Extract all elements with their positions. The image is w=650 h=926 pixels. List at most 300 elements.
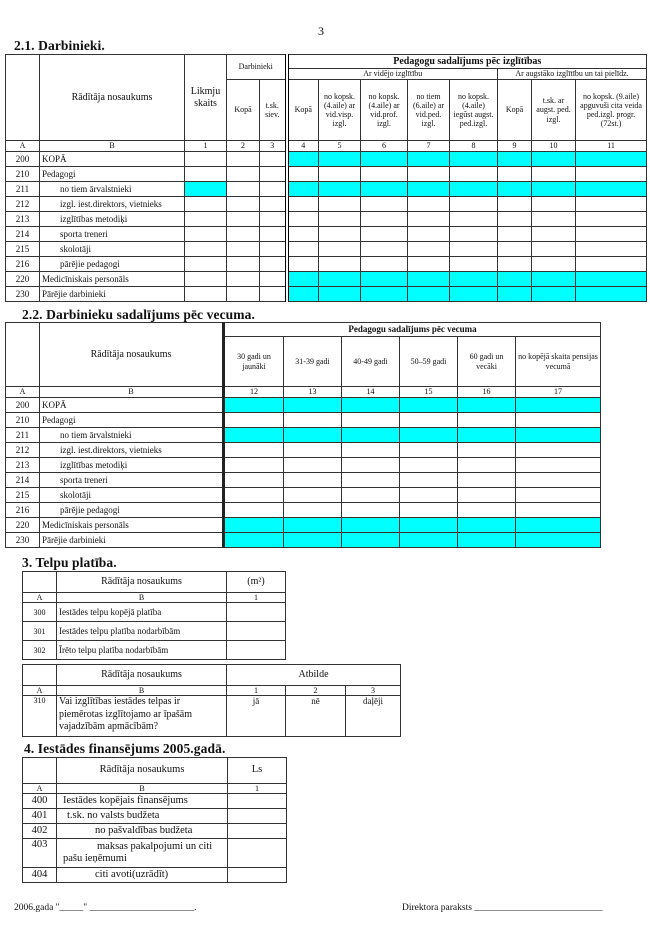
input-cell-col-5[interactable]: [319, 182, 361, 197]
input-cell-col-5[interactable]: [319, 212, 361, 227]
input-cell-col-4[interactable]: [287, 272, 319, 287]
input-cell-col-13[interactable]: [284, 488, 342, 503]
table-row: [23, 603, 286, 622]
input-cell-col-9[interactable]: [498, 272, 532, 287]
input-cell-col-7[interactable]: [408, 212, 450, 227]
col-num: 3: [260, 141, 287, 152]
input-cell-col-7[interactable]: [408, 197, 450, 212]
input-cell-col-12[interactable]: [224, 398, 284, 413]
input-cell-col-9[interactable]: [498, 227, 532, 242]
row-code: 310: [23, 696, 57, 737]
input-cell-col-11[interactable]: [576, 287, 647, 302]
col-num: A: [23, 593, 57, 603]
input-cell-col-2[interactable]: [227, 257, 260, 272]
row-code: 220: [6, 272, 40, 287]
input-cell-col-10[interactable]: [532, 272, 576, 287]
input-cell-col-8[interactable]: [450, 182, 498, 197]
header-code: [6, 55, 40, 141]
page-number: 3: [318, 24, 324, 38]
input-cell-col-1[interactable]: [228, 839, 287, 868]
input-cell-col-14[interactable]: [342, 488, 400, 503]
input-cell-col-15[interactable]: [400, 518, 458, 533]
row-code: 212: [6, 443, 40, 458]
input-cell-col-1[interactable]: [228, 824, 287, 839]
input-cell-col-3[interactable]: [260, 212, 287, 227]
input-cell-col-16[interactable]: [458, 518, 516, 533]
row-label: t.sk. no valsts budžeta: [57, 809, 228, 824]
col-num: 14: [342, 387, 400, 398]
input-cell-col-17[interactable]: [516, 533, 601, 548]
input-cell-col-8[interactable]: [450, 287, 498, 302]
input-cell-col-17[interactable]: [516, 398, 601, 413]
input-cell-col-1[interactable]: [185, 227, 227, 242]
header-name: Rādītāja nosaukums: [57, 758, 228, 784]
row-code: 214: [6, 227, 40, 242]
header-c5: no kopsk. (4.aile) ar vid.visp. izgl.: [319, 80, 361, 141]
input-cell-col-9[interactable]: [498, 167, 532, 182]
input-cell-col-12[interactable]: [224, 518, 284, 533]
col-num: 11: [576, 141, 647, 152]
input-cell-col-1[interactable]: [185, 287, 227, 302]
input-cell-col-11[interactable]: [576, 242, 647, 257]
input-cell-col-4[interactable]: [287, 287, 319, 302]
input-cell-col-13[interactable]: [284, 443, 342, 458]
col-num: 10: [532, 141, 576, 152]
input-cell-col-3[interactable]: [260, 287, 287, 302]
input-cell-col-5[interactable]: [319, 197, 361, 212]
input-cell-col-9[interactable]: [498, 287, 532, 302]
input-cell-col-9[interactable]: [498, 242, 532, 257]
input-cell-col-9[interactable]: [498, 197, 532, 212]
input-cell-col-2[interactable]: [227, 197, 260, 212]
input-cell-col-6[interactable]: [361, 182, 408, 197]
input-cell-col-7[interactable]: [408, 152, 450, 167]
col-num: B: [57, 593, 227, 603]
table-row: [6, 272, 647, 287]
column-numbers-row: [6, 387, 601, 398]
input-cell-col-6[interactable]: [361, 257, 408, 272]
input-cell-col-12[interactable]: [224, 413, 284, 428]
input-cell-col-7[interactable]: [408, 242, 450, 257]
input-cell-col-1[interactable]: [185, 257, 227, 272]
column-numbers-row: [23, 784, 287, 794]
input-cell-col-16[interactable]: [458, 458, 516, 473]
input-cell-col-16[interactable]: [458, 473, 516, 488]
input-cell-col-15[interactable]: [400, 503, 458, 518]
row-code: 200: [6, 398, 40, 413]
input-cell-col-17[interactable]: [516, 413, 601, 428]
input-cell-col-13[interactable]: [284, 413, 342, 428]
input-cell-col-4[interactable]: [287, 242, 319, 257]
table-row: [23, 794, 287, 809]
row-code: 215: [6, 242, 40, 257]
input-cell-col-2[interactable]: [227, 167, 260, 182]
row-label: pārējie pedagogi: [40, 257, 185, 272]
col-num: 1: [185, 141, 227, 152]
input-cell-col-9[interactable]: [498, 182, 532, 197]
input-cell-col-10[interactable]: [532, 152, 576, 167]
col-num: 16: [458, 387, 516, 398]
input-cell-col-4[interactable]: [287, 182, 319, 197]
input-cell-col-16[interactable]: [458, 398, 516, 413]
input-cell-col-11[interactable]: [576, 272, 647, 287]
header-pedagogu-vecums: Pedagogu sadalījums pēc vecuma: [224, 323, 601, 337]
table-row: [23, 868, 287, 883]
input-cell-col-14[interactable]: [342, 533, 400, 548]
input-cell-col-14[interactable]: [342, 503, 400, 518]
table-row: [6, 212, 647, 227]
row-label: skolotāji: [40, 242, 185, 257]
input-cell-col-6[interactable]: [361, 212, 408, 227]
input-cell-col-6[interactable]: [361, 287, 408, 302]
director-signature-line[interactable]: Direktora paraksts ___________________________: [402, 903, 603, 913]
input-cell-col-16[interactable]: [458, 488, 516, 503]
input-cell-col-1[interactable]: [185, 242, 227, 257]
input-cell-col-3[interactable]: [260, 242, 287, 257]
input-cell-col-11[interactable]: [576, 167, 647, 182]
input-cell-col-4[interactable]: [287, 212, 319, 227]
input-cell-col-15[interactable]: [400, 533, 458, 548]
input-cell-col-5[interactable]: [319, 152, 361, 167]
header-c9: Kopā: [498, 80, 532, 141]
table-row: [6, 533, 601, 548]
input-cell-col-12[interactable]: [224, 503, 284, 518]
input-cell-col-8[interactable]: [450, 197, 498, 212]
row-label: sporta treneri: [40, 227, 185, 242]
input-cell-col-7[interactable]: [408, 257, 450, 272]
header-c15: 50–59 gadi: [400, 337, 458, 387]
input-cell-col-7[interactable]: [408, 227, 450, 242]
row-label: Medicīniskais personāls: [40, 518, 224, 533]
answer-option-daleji[interactable]: daļēji: [346, 696, 401, 737]
input-cell-col-12[interactable]: [224, 488, 284, 503]
answer-option-ne[interactable]: nē: [286, 696, 346, 737]
header-c10: t.sk. ar augst. ped. izgl.: [532, 80, 576, 141]
answer-option-ja[interactable]: jā: [227, 696, 286, 737]
col-num: 1: [228, 784, 287, 794]
input-cell-col-16[interactable]: [458, 428, 516, 443]
section-4-title: 4. Iestādes finansējums 2005.gadā.: [24, 741, 226, 756]
input-cell-col-14[interactable]: [342, 428, 400, 443]
row-code: 210: [6, 167, 40, 182]
input-cell-col-5[interactable]: [319, 167, 361, 182]
input-cell-col-7[interactable]: [408, 272, 450, 287]
input-cell-col-2[interactable]: [227, 287, 260, 302]
col-num: 8: [450, 141, 498, 152]
input-cell-col-17[interactable]: [516, 503, 601, 518]
row-code: 220: [6, 518, 40, 533]
date-line[interactable]: 2006.gada "_____" ______________________.: [14, 903, 197, 913]
table-row: [6, 473, 601, 488]
table-row: [6, 443, 601, 458]
table-telpu-platiba: [22, 571, 286, 660]
header-kopa: Kopā: [227, 80, 260, 141]
input-cell-col-3[interactable]: [260, 167, 287, 182]
column-numbers-row: [23, 686, 401, 696]
input-cell-col-13[interactable]: [284, 428, 342, 443]
col-num: 12: [224, 387, 284, 398]
row-code: 400: [23, 794, 57, 809]
input-cell-col-16[interactable]: [458, 533, 516, 548]
input-cell-col-17[interactable]: [516, 443, 601, 458]
table-row: [23, 622, 286, 641]
input-cell-col-11[interactable]: [576, 152, 647, 167]
input-cell-col-12[interactable]: [224, 533, 284, 548]
header-atbilde: Atbilde: [227, 665, 401, 686]
input-cell-col-10[interactable]: [532, 212, 576, 227]
input-cell-col-1[interactable]: [228, 794, 287, 809]
input-cell-col-3[interactable]: [260, 182, 287, 197]
input-cell-col-6[interactable]: [361, 227, 408, 242]
input-cell-col-10[interactable]: [532, 287, 576, 302]
col-num: 6: [361, 141, 408, 152]
input-cell-col-4[interactable]: [287, 152, 319, 167]
row-label: Pedagogi: [40, 413, 224, 428]
input-cell-col-15[interactable]: [400, 443, 458, 458]
input-cell-col-5[interactable]: [319, 287, 361, 302]
col-num: A: [6, 141, 40, 152]
input-cell-col-9[interactable]: [498, 212, 532, 227]
input-cell-col-15[interactable]: [400, 488, 458, 503]
input-cell-col-3[interactable]: [260, 257, 287, 272]
row-code: 404: [23, 868, 57, 883]
input-cell-col-2[interactable]: [227, 272, 260, 287]
input-cell-col-12[interactable]: [224, 428, 284, 443]
input-cell-col-5[interactable]: [319, 242, 361, 257]
row-code: 300: [23, 603, 57, 622]
table-row: [23, 641, 286, 660]
col-num: 7: [408, 141, 450, 152]
input-cell-col-2[interactable]: [227, 242, 260, 257]
row-code: 212: [6, 197, 40, 212]
col-num: 17: [516, 387, 601, 398]
header-c7: no tiem (6.aile) ar vid.ped. izgl.: [408, 80, 450, 141]
col-num: B: [57, 784, 228, 794]
input-cell-col-13[interactable]: [284, 473, 342, 488]
header-name: Rādītāja nosaukums: [57, 665, 227, 686]
input-cell-col-12[interactable]: [224, 458, 284, 473]
input-cell-col-7[interactable]: [408, 182, 450, 197]
input-cell-col-14[interactable]: [342, 398, 400, 413]
col-num: 2: [227, 141, 260, 152]
section-3-title: 3. Telpu platība.: [22, 555, 117, 570]
header-pedagogu-izglitiba: Pedagogu sadalījums pēc izglītības: [287, 55, 647, 69]
col-num: 4: [287, 141, 319, 152]
input-cell-col-14[interactable]: [342, 518, 400, 533]
input-cell-col-6[interactable]: [361, 152, 408, 167]
col-num: A: [23, 686, 57, 696]
input-cell-col-1[interactable]: [228, 868, 287, 883]
input-cell-col-13[interactable]: [284, 503, 342, 518]
section-2-1-title: 2.1. Darbinieki.: [14, 38, 105, 53]
input-cell-col-11[interactable]: [576, 257, 647, 272]
input-cell-col-8[interactable]: [450, 257, 498, 272]
input-cell-col-4[interactable]: [287, 167, 319, 182]
input-cell-col-5[interactable]: [319, 257, 361, 272]
col-num: 13: [284, 387, 342, 398]
input-cell-col-9[interactable]: [498, 257, 532, 272]
input-cell-col-1[interactable]: [185, 182, 227, 197]
input-cell-col-12[interactable]: [224, 443, 284, 458]
row-code: 230: [6, 533, 40, 548]
table-row: [23, 824, 287, 839]
input-cell-col-14[interactable]: [342, 443, 400, 458]
header-ar-augstako: Ar augstāko izglītību un tai pielīdz.: [498, 69, 647, 80]
input-cell-col-6[interactable]: [361, 242, 408, 257]
input-cell-col-6[interactable]: [361, 272, 408, 287]
input-cell-col-1[interactable]: [227, 622, 286, 641]
input-cell-col-8[interactable]: [450, 242, 498, 257]
input-cell-col-15[interactable]: [400, 458, 458, 473]
header-c16: 60 gadi un vecāki: [458, 337, 516, 387]
input-cell-col-6[interactable]: [361, 167, 408, 182]
input-cell-col-1[interactable]: [185, 197, 227, 212]
input-cell-col-2[interactable]: [227, 182, 260, 197]
input-cell-col-12[interactable]: [224, 473, 284, 488]
row-code: 301: [23, 622, 57, 641]
table-telpas-piemerotas: [22, 664, 401, 737]
col-num: 1: [227, 593, 286, 603]
input-cell-col-17[interactable]: [516, 473, 601, 488]
input-cell-col-1[interactable]: [227, 641, 286, 660]
input-cell-col-1[interactable]: [228, 809, 287, 824]
input-cell-col-4[interactable]: [287, 197, 319, 212]
row-label: maksas pakalpojumi un citi pašu ieņēmumi: [57, 839, 228, 868]
input-cell-col-1[interactable]: [185, 167, 227, 182]
row-label: Pārējie darbinieki: [40, 533, 224, 548]
input-cell-col-14[interactable]: [342, 473, 400, 488]
row-code: 213: [6, 458, 40, 473]
input-cell-col-17[interactable]: [516, 518, 601, 533]
table-darbinieki: [5, 54, 647, 302]
input-cell-col-5[interactable]: [319, 227, 361, 242]
input-cell-col-10[interactable]: [532, 182, 576, 197]
input-cell-col-3[interactable]: [260, 227, 287, 242]
header-ar-videjo: Ar vidējo izglītību: [287, 69, 498, 80]
input-cell-col-8[interactable]: [450, 167, 498, 182]
table-row: [6, 182, 647, 197]
input-cell-col-16[interactable]: [458, 443, 516, 458]
input-cell-col-16[interactable]: [458, 503, 516, 518]
input-cell-col-10[interactable]: [532, 242, 576, 257]
input-cell-col-3[interactable]: [260, 152, 287, 167]
header-c6: no kopsk. (4.aile) ar vid.prof. izgl.: [361, 80, 408, 141]
row-label: KOPĀ: [40, 152, 185, 167]
row-label: Īrēto telpu platība nodarbībām: [57, 641, 227, 660]
column-numbers-row: [23, 593, 286, 603]
input-cell-col-1[interactable]: [185, 212, 227, 227]
header-c12: 30 gadi un jaunāki: [224, 337, 284, 387]
row-code: 403: [23, 839, 57, 868]
input-cell-col-8[interactable]: [450, 272, 498, 287]
col-num: 3: [346, 686, 401, 696]
input-cell-col-11[interactable]: [576, 227, 647, 242]
input-cell-col-3[interactable]: [260, 272, 287, 287]
input-cell-col-1[interactable]: [185, 272, 227, 287]
input-cell-col-13[interactable]: [284, 518, 342, 533]
table-row: [6, 197, 647, 212]
header-c13: 31-39 gadi: [284, 337, 342, 387]
input-cell-col-15[interactable]: [400, 428, 458, 443]
input-cell-col-2[interactable]: [227, 212, 260, 227]
input-cell-col-8[interactable]: [450, 227, 498, 242]
input-cell-col-5[interactable]: [319, 272, 361, 287]
input-cell-col-11[interactable]: [576, 197, 647, 212]
input-cell-col-2[interactable]: [227, 152, 260, 167]
input-cell-col-10[interactable]: [532, 257, 576, 272]
input-cell-col-1[interactable]: [227, 603, 286, 622]
row-label: izgl. iest.direktors, vietnieks: [40, 443, 224, 458]
header-c8: no kopsk. (4.aile) iegūst augst. ped.izgl.: [450, 80, 498, 141]
row-label: Iestādes kopējais finansējums: [57, 794, 228, 809]
input-cell-col-17[interactable]: [516, 458, 601, 473]
row-label: izglītības metodiķi: [40, 212, 185, 227]
input-cell-col-11[interactable]: [576, 182, 647, 197]
input-cell-col-17[interactable]: [516, 428, 601, 443]
input-cell-col-17[interactable]: [516, 488, 601, 503]
col-num: B: [40, 387, 224, 398]
header-code: [23, 758, 57, 784]
table-row: [6, 428, 601, 443]
input-cell-col-11[interactable]: [576, 212, 647, 227]
col-num: A: [23, 784, 57, 794]
input-cell-col-14[interactable]: [342, 458, 400, 473]
input-cell-col-13[interactable]: [284, 533, 342, 548]
col-num: B: [57, 686, 227, 696]
input-cell-col-16[interactable]: [458, 413, 516, 428]
header-c11: no kopsk. (9.aile) apguvuši cita veida ped.izgl. progr. (72st.): [576, 80, 647, 141]
header-unit: (m²): [227, 572, 286, 593]
col-num: 2: [286, 686, 346, 696]
table-row: [23, 809, 287, 824]
row-question: Vai izglītības iestādes telpas ir piemērotas izglītojamo ar īpašām vajadzībām apmācībām?: [57, 696, 227, 737]
input-cell-col-13[interactable]: [284, 398, 342, 413]
row-code: 211: [6, 182, 40, 197]
input-cell-col-7[interactable]: [408, 287, 450, 302]
input-cell-col-6[interactable]: [361, 197, 408, 212]
input-cell-col-10[interactable]: [532, 167, 576, 182]
header-code: [23, 665, 57, 686]
table-row: [6, 227, 647, 242]
input-cell-col-2[interactable]: [227, 227, 260, 242]
row-label: Pārējie darbinieki: [40, 287, 185, 302]
input-cell-col-3[interactable]: [260, 197, 287, 212]
row-code: 200: [6, 152, 40, 167]
input-cell-col-15[interactable]: [400, 413, 458, 428]
input-cell-col-15[interactable]: [400, 398, 458, 413]
input-cell-col-14[interactable]: [342, 413, 400, 428]
table-row: [6, 488, 601, 503]
input-cell-col-15[interactable]: [400, 473, 458, 488]
input-cell-col-10[interactable]: [532, 197, 576, 212]
input-cell-col-7[interactable]: [408, 167, 450, 182]
table-row: [6, 167, 647, 182]
input-cell-col-4[interactable]: [287, 257, 319, 272]
input-cell-col-9[interactable]: [498, 152, 532, 167]
row-label: Iestādes telpu kopējā platība: [57, 603, 227, 622]
table-row: [6, 503, 601, 518]
input-cell-col-10[interactable]: [532, 227, 576, 242]
col-num: 9: [498, 141, 532, 152]
row-code: 401: [23, 809, 57, 824]
input-cell-col-13[interactable]: [284, 458, 342, 473]
input-cell-col-4[interactable]: [287, 227, 319, 242]
input-cell-col-1[interactable]: [185, 152, 227, 167]
input-cell-col-8[interactable]: [450, 152, 498, 167]
input-cell-col-8[interactable]: [450, 212, 498, 227]
row-label: no pašvaldības budžeta: [57, 824, 228, 839]
column-numbers-row: [6, 141, 647, 152]
